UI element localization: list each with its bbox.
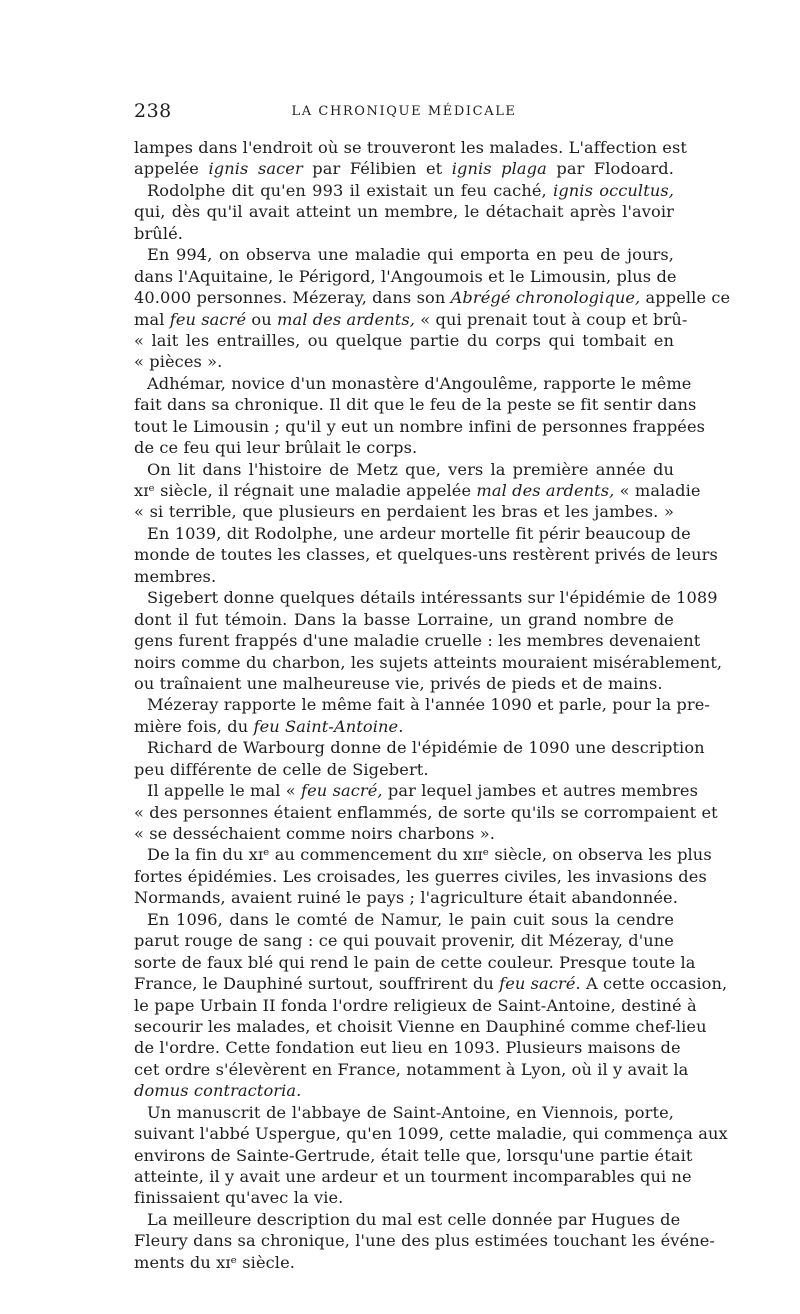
text-segment: de ce feu qui leur brûlait le corps. — [134, 438, 418, 458]
italic-text: ignis sacer — [208, 159, 303, 179]
text-segment: sorte de faux blé qui rend le pain de cette couleur. Presque toute la — [134, 952, 696, 972]
italic-text: mal des ardents, — [277, 309, 416, 329]
text-segment: peu différente de celle de Sigebert. — [134, 759, 429, 779]
text-segment: suivant l'abbé Uspergue, qu'en 1099, cette maladie, qui commença aux — [134, 1124, 728, 1144]
text-segment: « pièces ». — [134, 352, 223, 372]
text-segment: On lit dans l'histoire de Metz que, vers la première année du — [147, 459, 674, 479]
text-line — [134, 501, 674, 522]
text-segment: dont il fut témoin. Dans la basse Lorraine, un grand nombre de — [134, 609, 674, 629]
text-segment: ments du xɪᵉ siècle. — [134, 1252, 295, 1272]
text-segment: Il appelle le mal « — [147, 781, 302, 801]
text-line — [134, 1230, 716, 1251]
text-line — [134, 780, 699, 801]
text-segment: Un manuscrit de l'abbaye de Saint-Antoine, en Viennois, porte, — [147, 1102, 674, 1122]
text-segment: tout le Limousin ; qu'il y eut un nombre infini de personnes frappées — [134, 416, 706, 436]
text-line — [134, 973, 728, 994]
text-segment: « maladie — [614, 481, 701, 500]
text-segment: qui, dès qu'il avait atteint un membre, le détachait après l'avoir — [134, 202, 674, 222]
text-line — [134, 1059, 689, 1080]
text-segment: appelle ce — [640, 288, 731, 308]
text-line — [134, 652, 723, 673]
text-line — [134, 1187, 674, 1208]
italic-text: feu sacré. — [499, 974, 581, 994]
italic-text: mal des ardents, — [476, 481, 615, 500]
text-line — [134, 887, 678, 908]
text-segment: brûlé. — [134, 223, 184, 243]
text-line — [134, 587, 718, 608]
text-segment: noirs comme du charbon, les sujets atteints mouraient misérablement, — [134, 652, 723, 672]
text-line — [134, 737, 705, 758]
text-segment: « des personnes étaient enflammés, de sorte qu'ils se corrompaient et — [134, 802, 718, 822]
text-line — [134, 1252, 674, 1273]
italic-text: feu sacré — [169, 309, 247, 329]
text-line — [134, 330, 674, 351]
text-segment: ou traînaient une malheureuse vie, privés de pieds et de mains. — [134, 673, 663, 693]
text-segment: Adhémar, novice d'un monastère d'Angoulême, rapporte le même — [147, 373, 692, 393]
text-segment: 40.000 personnes. Mézeray, dans son — [134, 288, 451, 308]
page-number: 238 — [134, 100, 172, 122]
text-line — [134, 394, 697, 415]
text-line — [134, 244, 674, 265]
text-line — [134, 266, 677, 287]
text-line — [134, 844, 712, 865]
text-segment: Rodolphe dit qu'en 993 il existait un feu caché, — [147, 180, 554, 200]
text-segment: fortes épidémies. Les croisades, les guerres civiles, les invasions des — [134, 866, 707, 886]
text-line — [134, 759, 674, 780]
text-segment: « lait les entrailles, ou quelque partie du corps qui tombait en — [134, 330, 674, 350]
text-segment: finissaient qu'avec la vie. — [134, 1188, 344, 1208]
text-segment: cet ordre s'élevèrent en France, notamment à Lyon, où il y avait la — [134, 1059, 689, 1079]
text-segment: mal — [134, 309, 170, 329]
italic-text: ignis occultus, — [553, 180, 674, 200]
text-line — [134, 351, 674, 372]
text-segment: le pape Urbain II fonda l'ordre religieux de Saint-Antoine, destiné à — [134, 995, 697, 1015]
text-segment: Richard de Warbourg donne de l'épidémie de 1090 une description — [147, 738, 705, 758]
text-segment: atteinte, il y avait une ardeur et un tourment incomparables qui ne — [134, 1167, 692, 1186]
text-line — [134, 630, 701, 651]
text-segment: dans l'Aquitaine, le Périgord, l'Angoumois et le Limousin, plus de — [134, 266, 677, 286]
text-segment: membres. — [134, 566, 217, 586]
text-line — [134, 1102, 674, 1123]
italic-text: feu sacré, — [301, 781, 383, 801]
text-segment: lampes dans l'endroit où se trouveront les malades. L'affection est — [134, 138, 687, 157]
text-line — [134, 995, 697, 1016]
text-segment: De la fin du xɪᵉ au commencement du xɪɪᵉ siècle, on observa les plus — [147, 845, 712, 865]
page-header — [134, 100, 674, 124]
text-line — [134, 1037, 681, 1058]
running-title: LA CHRONIQUE MÉDICALE — [291, 104, 517, 119]
text-segment: En 1096, dans le comté de Namur, le pain cuit sous la cendre — [147, 909, 674, 929]
text-segment: environs de Sainte-Gertrude, était telle que, lorsqu'une partie était — [134, 1145, 693, 1165]
text-segment: « se desséchaient comme noirs charbons ». — [134, 824, 495, 843]
text-segment: En 994, on observa une maladie qui emporta en peu de jours, — [147, 245, 674, 265]
text-segment: Normands, avaient ruiné le pays ; l'agriculture était abandonnée. — [134, 888, 678, 908]
text-segment: secourir les malades, et choisit Vienne en Dauphiné comme chef-lieu — [134, 1016, 707, 1036]
text-line — [134, 180, 674, 201]
text-line — [134, 309, 688, 330]
text-line — [134, 1016, 707, 1037]
text-line — [134, 437, 674, 458]
text-segment: par Flodoard. — [546, 159, 674, 179]
text-line — [134, 952, 696, 973]
italic-text: ignis plaga — [451, 159, 547, 179]
text-line — [134, 287, 731, 308]
text-segment: monde de toutes les classes, et quelques-uns restèrent privés de leurs — [134, 545, 718, 565]
text-line — [134, 609, 674, 630]
text-line — [134, 1080, 674, 1101]
text-line — [134, 544, 718, 565]
text-line — [134, 223, 674, 244]
body-text — [134, 137, 731, 1273]
text-line — [134, 930, 674, 951]
text-segment: « qui prenait tout à coup et brû- — [415, 309, 688, 329]
text-line — [134, 802, 718, 823]
text-line — [134, 1166, 692, 1187]
text-line — [134, 1123, 728, 1144]
text-line — [134, 137, 687, 158]
text-line — [134, 416, 706, 437]
italic-text: Abrégé chronologique, — [450, 288, 641, 308]
text-line — [134, 694, 710, 715]
text-segment: France, le Dauphiné surtout, souffrirent du — [134, 974, 500, 994]
text-line — [134, 1145, 693, 1166]
text-line — [134, 1209, 681, 1230]
text-segment: A cette occasion, — [580, 974, 728, 994]
text-segment: La meilleure description du mal est celle donnée par Hugues de — [147, 1209, 681, 1229]
text-segment: « si terrible, que plusieurs en perdaient les bras et les jambes. » — [134, 502, 674, 522]
text-line — [134, 566, 674, 587]
text-line — [134, 673, 674, 694]
italic-text: feu Saint-Antoine. — [253, 716, 404, 736]
text-line — [134, 459, 674, 480]
text-segment: En 1039, dit Rodolphe, une ardeur mortelle fit périr beaucoup de — [147, 523, 691, 543]
text-line — [134, 823, 674, 844]
text-segment: appelée — [134, 159, 209, 179]
text-line — [134, 480, 701, 501]
text-line — [134, 158, 674, 179]
text-segment: xɪᵉ siècle, il régnait une maladie appelée — [134, 481, 477, 500]
text-line — [134, 866, 707, 887]
text-line — [134, 716, 674, 737]
italic-text: domus contractoria. — [134, 1081, 302, 1101]
text-segment: Fleury dans sa chronique, l'une des plus estimées touchant les événe- — [134, 1231, 716, 1251]
text-segment: de l'ordre. Cette fondation eut lieu en 1093. Plusieurs maisons de — [134, 1038, 681, 1058]
text-segment: parut rouge de sang : ce qui pouvait provenir, dit Mézeray, d'une — [134, 931, 674, 951]
text-line — [134, 201, 674, 222]
text-segment: gens furent frappés d'une maladie cruelle : les membres devenaient — [134, 631, 701, 651]
text-segment: mière fois, du — [134, 716, 254, 736]
text-segment: Mézeray rapporte le même fait à l'année 1090 et parle, pour la pre- — [147, 695, 710, 715]
text-segment: par lequel jambes et autres membres — [382, 781, 699, 801]
text-line — [134, 373, 692, 394]
text-line — [134, 523, 691, 544]
text-segment: par Félibien et — [302, 159, 452, 179]
text-segment: ou — [246, 309, 277, 329]
text-segment: Sigebert donne quelques détails intéressants sur l'épidémie de 1089 — [147, 588, 718, 608]
text-line — [134, 909, 674, 930]
text-segment: fait dans sa chronique. Il dit que le feu de la peste se fit sentir dans — [134, 395, 697, 415]
